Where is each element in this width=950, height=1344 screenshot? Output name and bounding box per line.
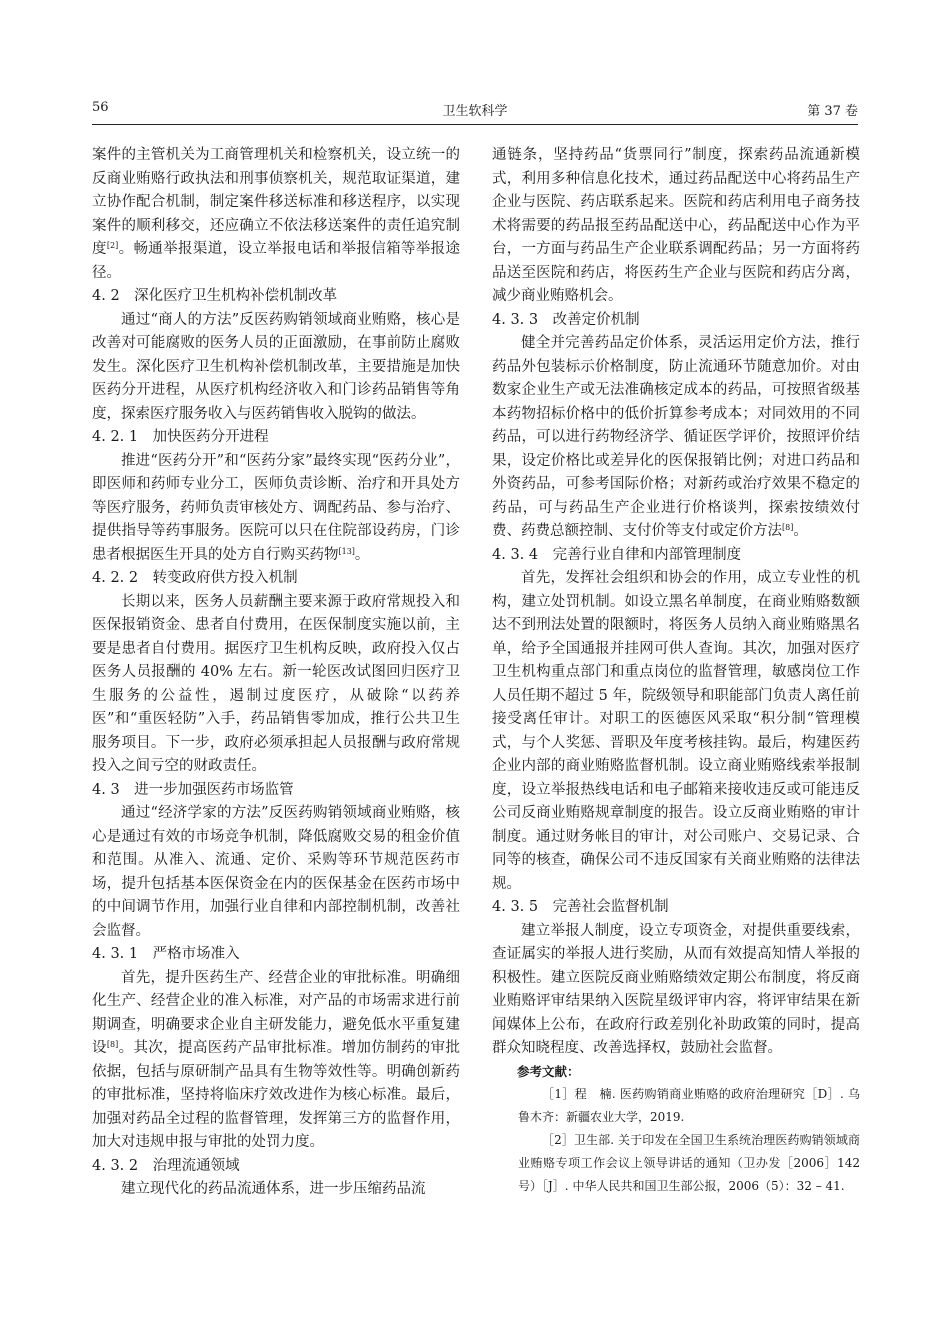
right-column: [492, 144, 860, 1198]
journal-title: 卫生软科学: [442, 104, 508, 119]
paragraph-text: 长期以来，医务人员薪酬主要来源于政府常规投入和医保报销资金、患者自付费用，在医保制度实施以前，主要是患者自付费用。据医疗卫生机构反映，政府投入仅占医务人员报酬的 40% 左右。新一轮医改试图回归医疗卫生服务的公益性，遏制过度医疗，从破除“以药养医”和“重医轻防”入手，药品销售零加成，推行公共卫生服务项目。下一步，政府必须承担起人员报酬与政府常规投入之间亏空的财政责任。: [92, 593, 460, 774]
citation-marker: [8]: [782, 523, 794, 532]
volume-label: 第 37 卷: [807, 104, 858, 119]
left-column: [92, 144, 460, 1202]
reference-item: ［1］程 楠. 医药购销商业贿赂的政府治理研究［D］. 乌鲁木齐：新疆农业大学，2019.: [518, 1086, 860, 1124]
paragraph-text: 通链条，坚持药品“货票同行”制度，探索药品流通新模式，利用多种信息化技术，通过药品配送中心将药品生产企业与医院、药店联系起来。医院和药店利用电子商务技术将需要的药品报至药品配送中心，药品配送中心作为平台，一方面与药品生产企业联系调配药品；另一方面将药品送至医院和药店，将医药生产企业与医院和药店分离，减少商业贿赂机会。: [492, 147, 860, 304]
paragraph-text: 通过“经济学家的方法”反医药购销领域商业贿赂，核心是通过有效的市场竞争机制，降低腐败交易的租金价值和范围。从准入、流通、定价、采购等环节规范医药市场，提升包括基本医保资金在内的医保基金在医药市场中的中间调节作用，加强行业自律和内部控制机制，改善社会监督。: [92, 805, 460, 939]
paragraph-text: 建立现代化的药品流通体系，进一步压缩药品流: [121, 1181, 426, 1197]
reference-item: ［2］卫生部. 关于印发在全国卫生系统治理医药购销领域商业贿赂专项工作会议上领导讲话的通知（卫办发［2006］142号）［J］. 中华人民共和国卫生部公报，2006（5）：32 – 41.: [518, 1132, 860, 1193]
section-heading: 4. 3. 4 完善行业自律和内部管理制度: [492, 546, 742, 563]
section-heading: 4. 3. 2 治理流通领域: [92, 1157, 240, 1174]
page-number: 56: [92, 100, 109, 115]
paragraph-text: 。其次，提高医药产品审批标准。增加仿制药的审批依据，包括与原研制产品具有生物等效性等。明确创新药的审批标准，坚持将临床疗效改进作为核心标准。最后，加强对药品全过程的监督管理，发挥第三方的监督作用，加大对违规申报与审批的处罚力度。: [92, 1040, 461, 1150]
section-heading: 4. 2. 2 转变政府供方投入机制: [92, 570, 298, 586]
paragraph-text: 建立举报人制度，设立专项资金，对提供重要线索，查证属实的举报人进行奖励，从而有效提高知情人举报的积极性。建立医院反商业贿赂绩效定期公布制度，将反商业贿赂评审结果纳入医院星级评审内容，将评审结果在新闻媒体上公布，在政府行政差别化补助政策的同时，提高群众知晓程度、改善选择权，鼓励社会监督。: [492, 922, 860, 1056]
paragraph-text: 通过“商人的方法”反医药购销领域商业贿赂，核心是改善对可能腐败的医务人员的正面激励，在事前防止腐败发生。深化医疗卫生机构补偿机制改革，主要措施是加快医药分开进程，从医疗机构经济收入和门诊药品销售等角度，探索医疗服务收入与医药销售收入脱钩的做法。: [92, 311, 460, 422]
body-paragraph: [492, 144, 860, 309]
paragraph-text: 首先，发挥社会组织和协会的作用，成立专业性的机构，建立处罚机制。如设立黑名单制度，在商业贿赂数额达不到刑法处置的限额时，将医务人员纳入商业贿赂黑名单，给予全国通报并挂网可供人查询。其次，加强对医疗卫生机构重点部门和重点岗位的监督管理，敏感岗位工作人员任期不超过 5 年，院级领导和职能部门负责人离任前接受离任审计。对职工的医德医风采取“积分制“管理模式，与个人奖惩、晋职及年度考核挂钩。最后，构建医药企业内部的商业贿赂监督机制。设立商业贿赂线索举报制度，设立举报热线电话和电子邮箱来接收违反或可能违反公司反商业贿赂规章制度的报告。设立反商业贿赂的审计制度。通过财务帐目的审计，对公司账户、交易记录、合同等的核查，确保公司不违反国家有关商业贿赂的法律法规。: [492, 570, 860, 892]
header-rule: [92, 124, 858, 125]
paragraph-text: 。畅通举报渠道，设立举报电话和举报信箱等举报途径。: [92, 241, 461, 281]
citation-marker: [8]: [106, 1040, 119, 1049]
section-heading: 4. 3 进一步加强医药市场监管: [92, 781, 294, 798]
body-paragraph: [492, 567, 860, 896]
body-paragraph: [492, 920, 860, 1061]
section-heading: 4. 2. 1 加快医药分开进程: [92, 429, 269, 445]
body-paragraph: [92, 450, 460, 568]
section-heading: 4. 3. 1 严格市场准入: [92, 946, 240, 962]
paragraph-text: 健全并完善药品定价体系，灵活运用定价方法，推行药品外包装标示价格制度，防止流通环节随意加价。对由数家企业生产或无法准确核定成本的药品，可按照省级基本药物招标价格中的低价折算参考成本；对同效用的不同药品，可以进行药物经济学、循证医学评价，按照评价结果，设定价格比或差异化的医保报销比例；对进口药品和外资药品，可参考国际价格；对新药或治疗效果不稳定的药品，可与药品生产企业进行价格谈判，探索按绩效付费、药费总额控制、支付价等支付或定价方法: [492, 335, 860, 539]
paragraph-text: 。: [354, 546, 370, 563]
section-heading: 4. 2 深化医疗卫生机构补偿机制改革: [92, 288, 338, 304]
paragraph-text: 。: [793, 523, 808, 539]
paragraph-text: 案件的主管机关为工商管理机关和检察机关，设立统一的反商业贿赂行政执法和刑事侦察机关，规范取证渠道，建立协作配合机制，制定案件移送标准和移送程序，以实现案件的顺利移交，还应确立不依法移送案件的责任追究制度: [92, 147, 460, 257]
body-paragraph: [92, 144, 460, 285]
citation-marker: [13]: [338, 546, 355, 556]
body-paragraph: [92, 802, 460, 943]
body-paragraph: [92, 591, 460, 779]
paragraph-text: 首先，提升医药生产、经营企业的审批标准。明确细化生产、经营企业的准入标准，对产品的市场需求进行前期调查，明确要求企业自主研发能力，避免低水平重复建设: [92, 969, 460, 1056]
references-section: [492, 1061, 860, 1198]
section-heading: 4. 3. 3 改善定价机制: [492, 311, 640, 328]
references-heading: 参考文献：: [517, 1063, 580, 1079]
paragraph-text: 推进“医药分开”和“医药分家”最终实现“医药分业”，即医师和药师专业分工，医师负责诊断、治疗和开具处方等医疗服务，药师负责审核处方、调配药品、参与治疗、提供指导等药事服务。医院可以只在住院部设药房，门诊患者根据医生开具的处方自行购买药物: [92, 452, 460, 563]
right-column-body: [492, 144, 860, 1061]
section-heading: 4. 3. 5 完善社会监督机制: [492, 899, 669, 915]
body-paragraph: [92, 967, 460, 1155]
running-header: [92, 100, 858, 122]
citation-marker: [2]: [106, 241, 119, 250]
body-paragraph: [492, 332, 860, 544]
body-paragraph: [92, 309, 460, 427]
body-paragraph: [92, 1178, 460, 1202]
